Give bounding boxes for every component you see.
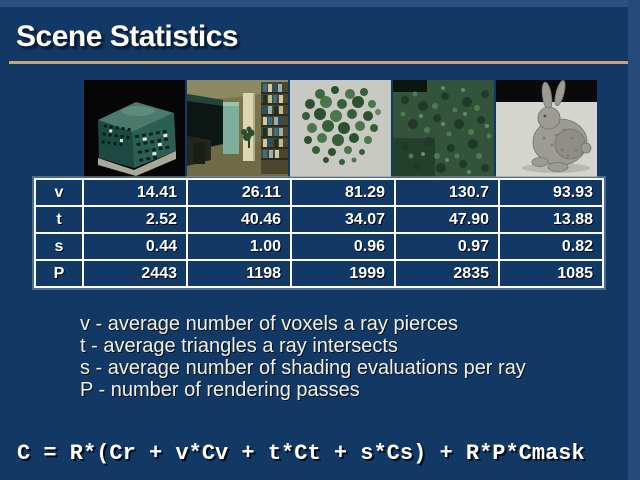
building-scene-icon xyxy=(84,80,185,177)
forest-foliage-scene-image xyxy=(393,80,494,177)
slide-top-edge xyxy=(0,0,640,7)
table-cell: 47.90 xyxy=(395,206,499,233)
table-cell: 40.46 xyxy=(187,206,291,233)
stats-table xyxy=(34,178,604,288)
tree-scene-icon xyxy=(290,80,391,177)
table-cell: 93.93 xyxy=(499,179,603,206)
table-cell: 2443 xyxy=(83,260,187,287)
table-cell: 1085 xyxy=(499,260,603,287)
legend-block xyxy=(80,313,526,401)
table-cell: 0.97 xyxy=(395,233,499,260)
tree-scene-image xyxy=(290,80,391,177)
scene-thumbnails xyxy=(84,80,600,177)
legend-line-t: t - average triangles a ray intersects xyxy=(80,335,398,357)
table-cell: 81.29 xyxy=(291,179,395,206)
table-row-s xyxy=(35,233,603,260)
legend-line-s: s - average number of shading evaluations per ray xyxy=(80,357,526,379)
forest-foliage-scene-icon xyxy=(393,80,494,177)
table-cell: 1999 xyxy=(291,260,395,287)
building-scene-image xyxy=(84,80,185,177)
row-label-P: P xyxy=(35,260,83,287)
table-cell: 130.7 xyxy=(395,179,499,206)
table-cell: 26.11 xyxy=(187,179,291,206)
bunny-scene-image xyxy=(496,80,597,177)
row-label-t: t xyxy=(35,206,83,233)
cost-formula: C = R*(Cr + v*Cv + t*Ct + s*Cs) + R*P*Cmask xyxy=(17,441,585,466)
bunny-scene-icon xyxy=(496,80,597,177)
legend-line-P: P - number of rendering passes xyxy=(80,379,360,401)
table-row-v xyxy=(35,179,603,206)
table-cell: 34.07 xyxy=(291,206,395,233)
table-row-P xyxy=(35,260,603,287)
table-cell: 0.44 xyxy=(83,233,187,260)
interior-room-scene-image xyxy=(187,80,288,177)
table-cell: 1.00 xyxy=(187,233,291,260)
row-label-v: v xyxy=(35,179,83,206)
table-cell: 14.41 xyxy=(83,179,187,206)
table-cell: 2835 xyxy=(395,260,499,287)
table-cell: 1198 xyxy=(187,260,291,287)
legend-line-v: v - average number of voxels a ray pierces xyxy=(80,313,458,335)
slide-right-edge xyxy=(628,0,640,480)
table-row-t xyxy=(35,206,603,233)
page-title: Scene Statistics xyxy=(16,20,239,53)
table-cell: 0.96 xyxy=(291,233,395,260)
table-cell: 2.52 xyxy=(83,206,187,233)
interior-room-scene-icon xyxy=(187,80,288,177)
table-cell: 13.88 xyxy=(499,206,603,233)
table-cell: 0.82 xyxy=(499,233,603,260)
row-label-s: s xyxy=(35,233,83,260)
title-underline xyxy=(9,61,628,64)
